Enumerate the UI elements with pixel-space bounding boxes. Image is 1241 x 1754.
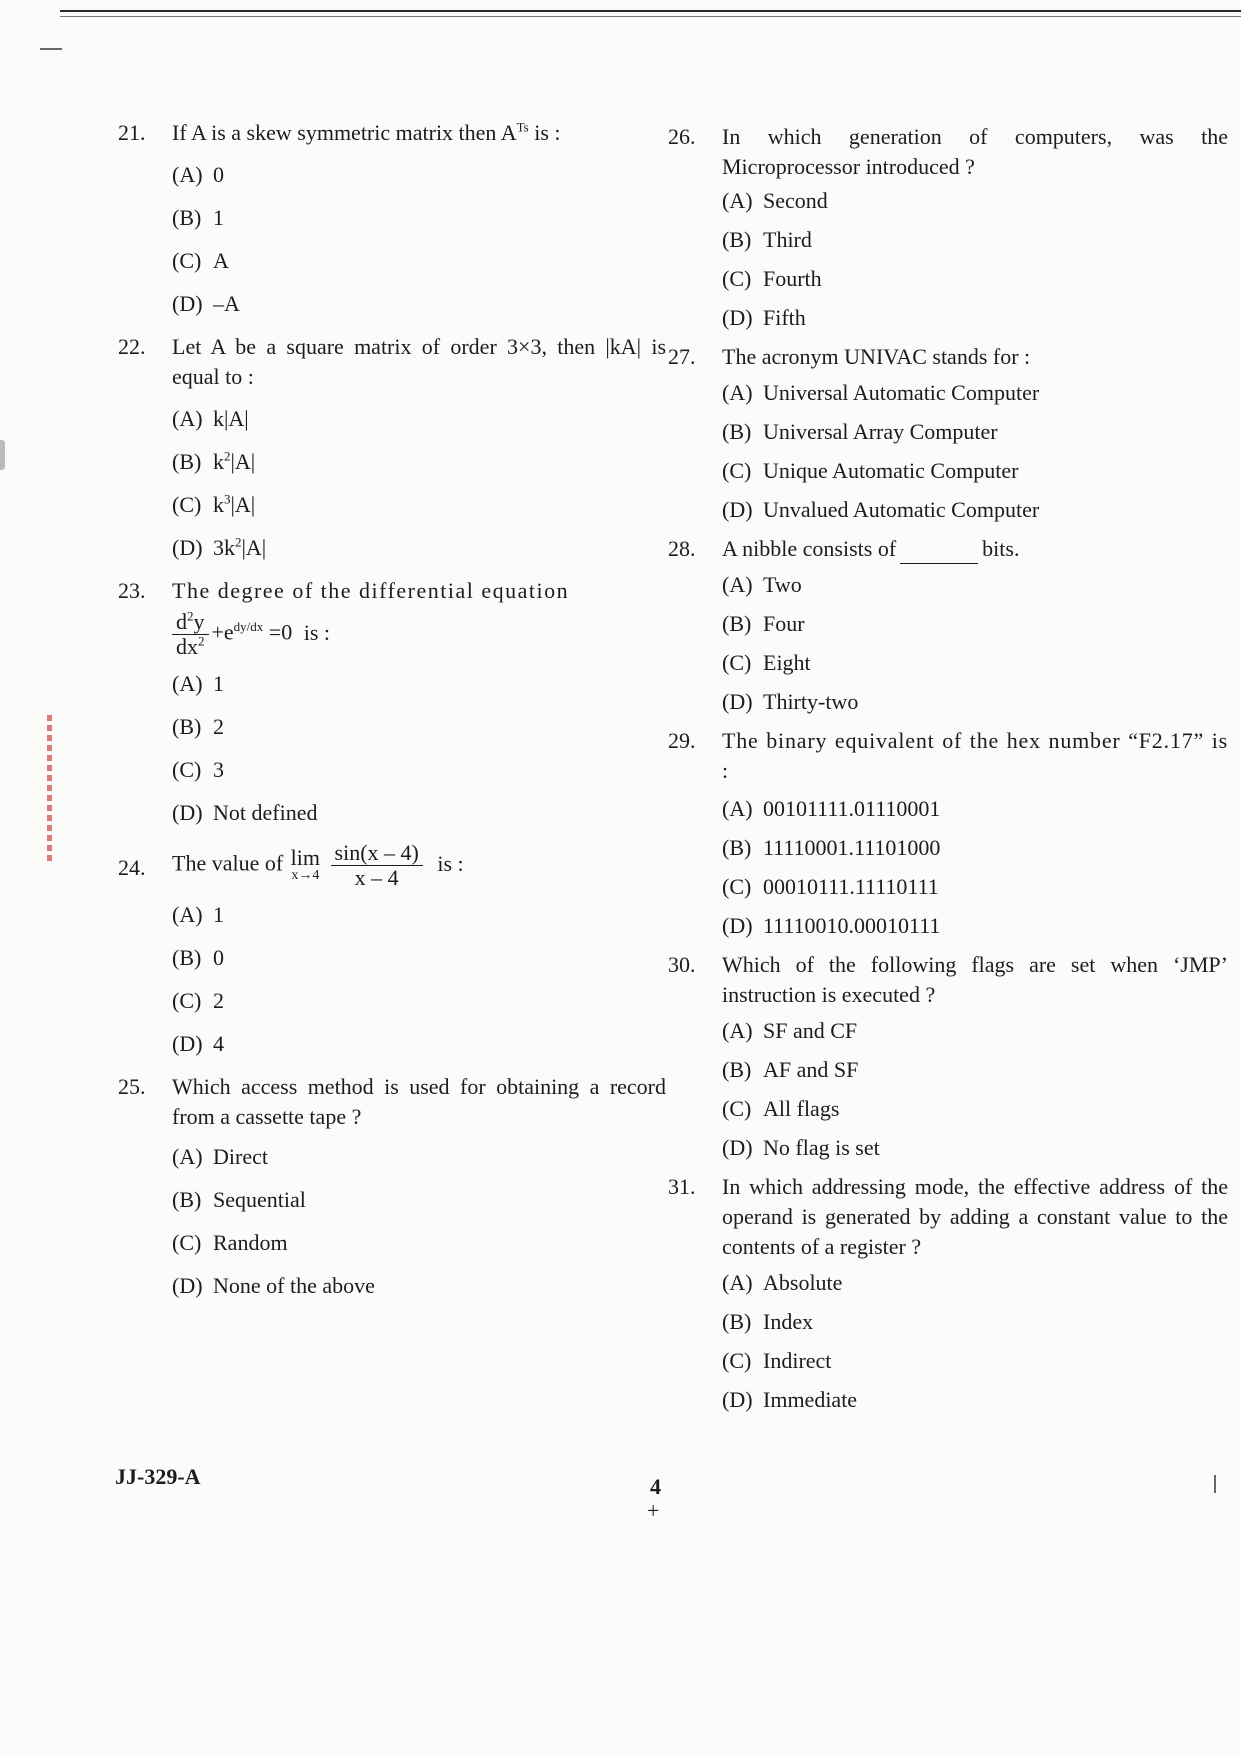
question-number: 22. xyxy=(118,334,146,359)
options-list xyxy=(722,570,1228,717)
question-text: Which of the following flags are set when ‘JMP’ instruction is executed ? xyxy=(722,952,1228,1007)
options-list xyxy=(172,160,666,319)
options-list xyxy=(172,1142,666,1301)
binding-shadow xyxy=(0,440,5,470)
options-list xyxy=(172,404,666,563)
margin-tick xyxy=(1214,1475,1216,1493)
question-21 xyxy=(118,118,666,319)
question-text: A nibble consists of bits. xyxy=(722,534,1228,564)
option-a: (A) 1 xyxy=(172,902,224,927)
option-c: (C) All flags xyxy=(722,1096,840,1121)
question-25 xyxy=(118,1072,666,1301)
question-26 xyxy=(668,122,1228,333)
option-b: (B) Sequential xyxy=(172,1187,306,1212)
question-text: Which access method is used for obtaining a record from a cassette tape ? xyxy=(172,1074,666,1129)
option-d: (D) No flag is set xyxy=(722,1135,880,1160)
option-b: (B) 0 xyxy=(172,945,224,970)
option-a: (A) 0 xyxy=(172,162,224,187)
option-b: (B) Universal Array Computer xyxy=(722,419,998,444)
options-list xyxy=(172,669,666,828)
option-a: (A) k|A| xyxy=(172,406,249,431)
option-c: (C) 2 xyxy=(172,988,224,1013)
option-c: (C) 00010111.11110111 xyxy=(722,874,939,899)
question-text: The acronym UNIVAC stands for : xyxy=(722,344,1031,369)
option-b: (B) 1 xyxy=(172,205,224,230)
option-a: (A) SF and CF xyxy=(722,1018,858,1043)
question-text: The value of lim x→4 $\frac{\sin(x - 4)}{x - 4}$ is : xyxy=(172,840,464,890)
option-d: (D) Thirty-two xyxy=(722,689,859,714)
option-d: (D) Unvalued Automatic Computer xyxy=(722,497,1040,522)
question-number: 31. xyxy=(668,1174,696,1199)
limit-operator: lim x→4 xyxy=(290,844,321,883)
answer-blank xyxy=(900,541,978,564)
option-b: (B) AF and SF xyxy=(722,1057,859,1082)
top-rule xyxy=(60,10,1241,12)
top-rule-thin xyxy=(60,16,1241,17)
option-a: (A) Two xyxy=(722,572,802,597)
option-d: (D) –A xyxy=(172,291,240,316)
question-number: 26. xyxy=(668,124,696,149)
option-d: (D) Fifth xyxy=(722,305,806,330)
options-list xyxy=(172,900,666,1059)
option-a: (A) Universal Automatic Computer xyxy=(722,380,1040,405)
registration-mark: + xyxy=(647,1498,660,1523)
option-b: (B) $k^2|A|$ xyxy=(172,448,256,474)
option-d: (D) Not defined xyxy=(172,800,318,825)
option-b: (B) Index xyxy=(722,1309,814,1334)
differential-equation: $\frac{d^2y}{dx^2}$ $+e^{dy/dx} =0$ is : xyxy=(172,610,666,659)
question-number: 29. xyxy=(668,728,696,753)
option-d: (D) 4 xyxy=(172,1031,224,1056)
question-text: The degree of the differential equation xyxy=(172,578,570,603)
option-c: (C) A xyxy=(172,248,229,273)
options-list xyxy=(722,1268,1228,1415)
question-text: In which addressing mode, the effective address of the operand is generated by adding a constant value to the contents of a register ? xyxy=(722,1174,1228,1259)
option-b: (B) Third xyxy=(722,227,812,252)
scan-mark xyxy=(47,715,52,865)
question-text: If A is a skew symmetric matrix then $A^{Ts}$ is : xyxy=(172,119,561,145)
option-a: (A) Second xyxy=(722,188,828,213)
question-number: 28. xyxy=(668,536,696,561)
option-c: (C) Random xyxy=(172,1230,288,1255)
question-number: 21. xyxy=(118,120,146,145)
right-column xyxy=(668,122,1228,1424)
option-b: (B) 2 xyxy=(172,714,224,739)
question-number: 23. xyxy=(118,578,146,603)
question-30 xyxy=(668,950,1228,1163)
question-text: In which generation of computers, was the Microprocessor introduced ? xyxy=(722,124,1228,179)
option-b: (B) Four xyxy=(722,611,805,636)
option-a: (A) 1 xyxy=(172,671,224,696)
option-c: (C) Unique Automatic Computer xyxy=(722,458,1019,483)
option-c: (C) Indirect xyxy=(722,1348,832,1373)
option-d: (D) $3k^2|A|$ xyxy=(172,534,267,560)
question-text: Let A be a square matrix of order 3×3, then |kA| is equal to : xyxy=(172,334,666,389)
option-c: (C) Fourth xyxy=(722,266,822,291)
limit-fraction: $\frac{\sin(x - 4)}{x - 4}$ xyxy=(331,841,423,890)
question-27 xyxy=(668,342,1228,525)
option-a: (A) 00101111.01110001 xyxy=(722,796,941,821)
question-22 xyxy=(118,332,666,563)
option-d: (D) 11110010.00010111 xyxy=(722,913,941,938)
question-31 xyxy=(668,1172,1228,1415)
question-23 xyxy=(118,576,666,828)
options-list xyxy=(722,186,1228,333)
question-28 xyxy=(668,534,1228,717)
options-list xyxy=(722,1016,1228,1163)
corner-mark xyxy=(40,48,62,50)
question-number: 30. xyxy=(668,952,696,977)
question-number: 25. xyxy=(118,1074,146,1099)
option-c: (C) 3 xyxy=(172,757,224,782)
left-column xyxy=(118,118,666,1314)
option-b: (B) 11110001.11101000 xyxy=(722,835,941,860)
options-list xyxy=(722,794,1228,941)
question-number: 24. xyxy=(118,855,146,880)
question-29 xyxy=(668,726,1228,941)
option-a: (A) Absolute xyxy=(722,1270,843,1295)
option-d: (D) Immediate xyxy=(722,1387,858,1412)
page-number: 4 xyxy=(650,1474,661,1499)
question-text: The binary equivalent of the hex number “F2.17” is : xyxy=(722,728,1228,783)
paper-code: JJ-329-A xyxy=(115,1464,201,1489)
question-24 xyxy=(118,841,666,1059)
option-d: (D) None of the above xyxy=(172,1273,375,1298)
option-c: (C) $k^3|A|$ xyxy=(172,491,256,517)
options-list xyxy=(722,378,1228,525)
option-a: (A) Direct xyxy=(172,1144,268,1169)
option-c: (C) Eight xyxy=(722,650,811,675)
question-number: 27. xyxy=(668,344,696,369)
